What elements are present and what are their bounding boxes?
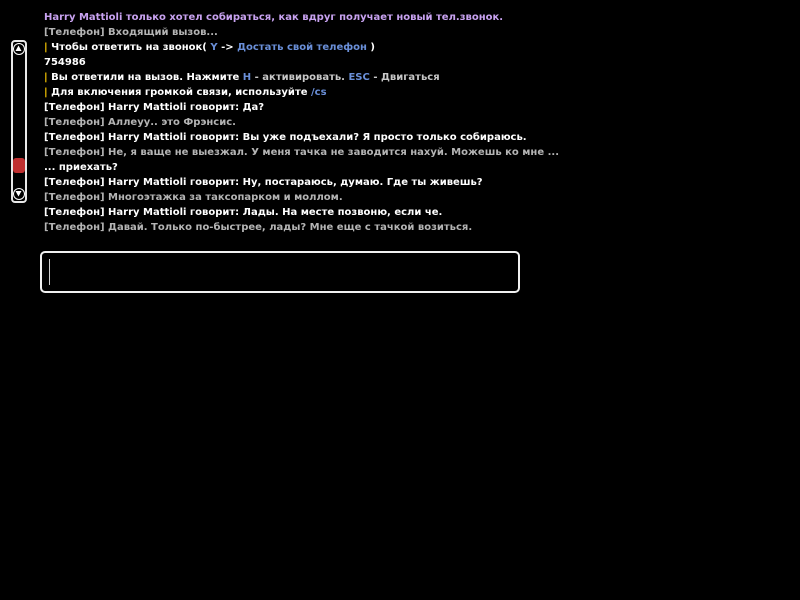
chat-line [44,175,544,190]
chat-segment: [Телефон] Harry Mattioli говорит: Ну, постараюсь, думаю. Где ты живешь? [44,177,483,188]
chat-segment: [Телефон] Не, я ваще не выезжал. У меня тачка не заводится нахуй. Можешь ко мне ... [44,147,559,158]
chat-segment: [Телефон] Harry Mattioli говорит: Да? [44,102,265,113]
chat-line [44,190,544,205]
chat-segment: [Телефон] Harry Mattioli говорит: Лады. На месте позвоню, если че. [44,207,443,218]
chat-line [44,160,544,175]
chat-segment: ... приехать? [44,162,118,173]
chat-segment: | [44,42,48,53]
chat-log [44,10,559,235]
chat-segment: [Телефон] Давай. Только по-быстрее, лады? Мне еще с тачкой возиться. [44,222,473,233]
chat-segment: | [44,87,48,98]
chat-line [44,85,544,100]
scroll-thumb[interactable] [13,158,25,173]
chat-segment: Чтобы ответить на звонок( [47,42,211,53]
chat-segment: 754986 [44,57,86,68]
arrow-down-icon[interactable] [13,188,25,200]
chat-segment: - Двигаться [369,72,440,83]
chat-segment: [Телефон] Аллеуу.. это Фрэнсис. [44,117,236,128]
chat-segment: -> [217,42,238,53]
chat-segment: Harry Mattioli только хотел собираться, как вдруг получает новый тел.звонок. [44,12,504,23]
arrow-up-icon[interactable] [13,43,25,55]
chat-segment: [Телефон] Harry Mattioli говорит: Вы уже подъехали? Я просто только собираюсь. [44,132,527,143]
chat-input[interactable] [40,251,520,293]
chat-line [44,10,544,25]
chat-line [44,25,544,40]
chat-segment: - активировать. [251,72,349,83]
chat-line [44,205,544,220]
chat-segment: | [44,72,48,83]
chat-segment: Y [210,42,218,53]
chat-line [44,100,544,115]
chat-segment: [Телефон] Многоэтажка за таксопарком и моллом. [44,192,343,203]
chat-segment: ) [366,42,376,53]
chat-line [44,130,544,145]
chat-line [44,40,544,55]
chat-segment: H [242,72,252,83]
chat-segment: /cs [311,87,327,98]
chat-scrollbar[interactable] [11,40,27,203]
chat-segment: ESC [348,72,370,83]
text-caret [49,259,50,285]
chat-segment: Для включения громкой связи, используйте [47,87,312,98]
chat-line [44,220,544,235]
chat-line [44,145,559,160]
chat-line [44,55,544,70]
chat-line [44,70,544,85]
chat-line [44,115,544,130]
chat-segment: Достать свой телефон [237,42,367,53]
chat-segment: Вы ответили на вызов. Нажмите [47,72,243,83]
chat-segment: [Телефон] Входящий вызов... [44,27,218,38]
